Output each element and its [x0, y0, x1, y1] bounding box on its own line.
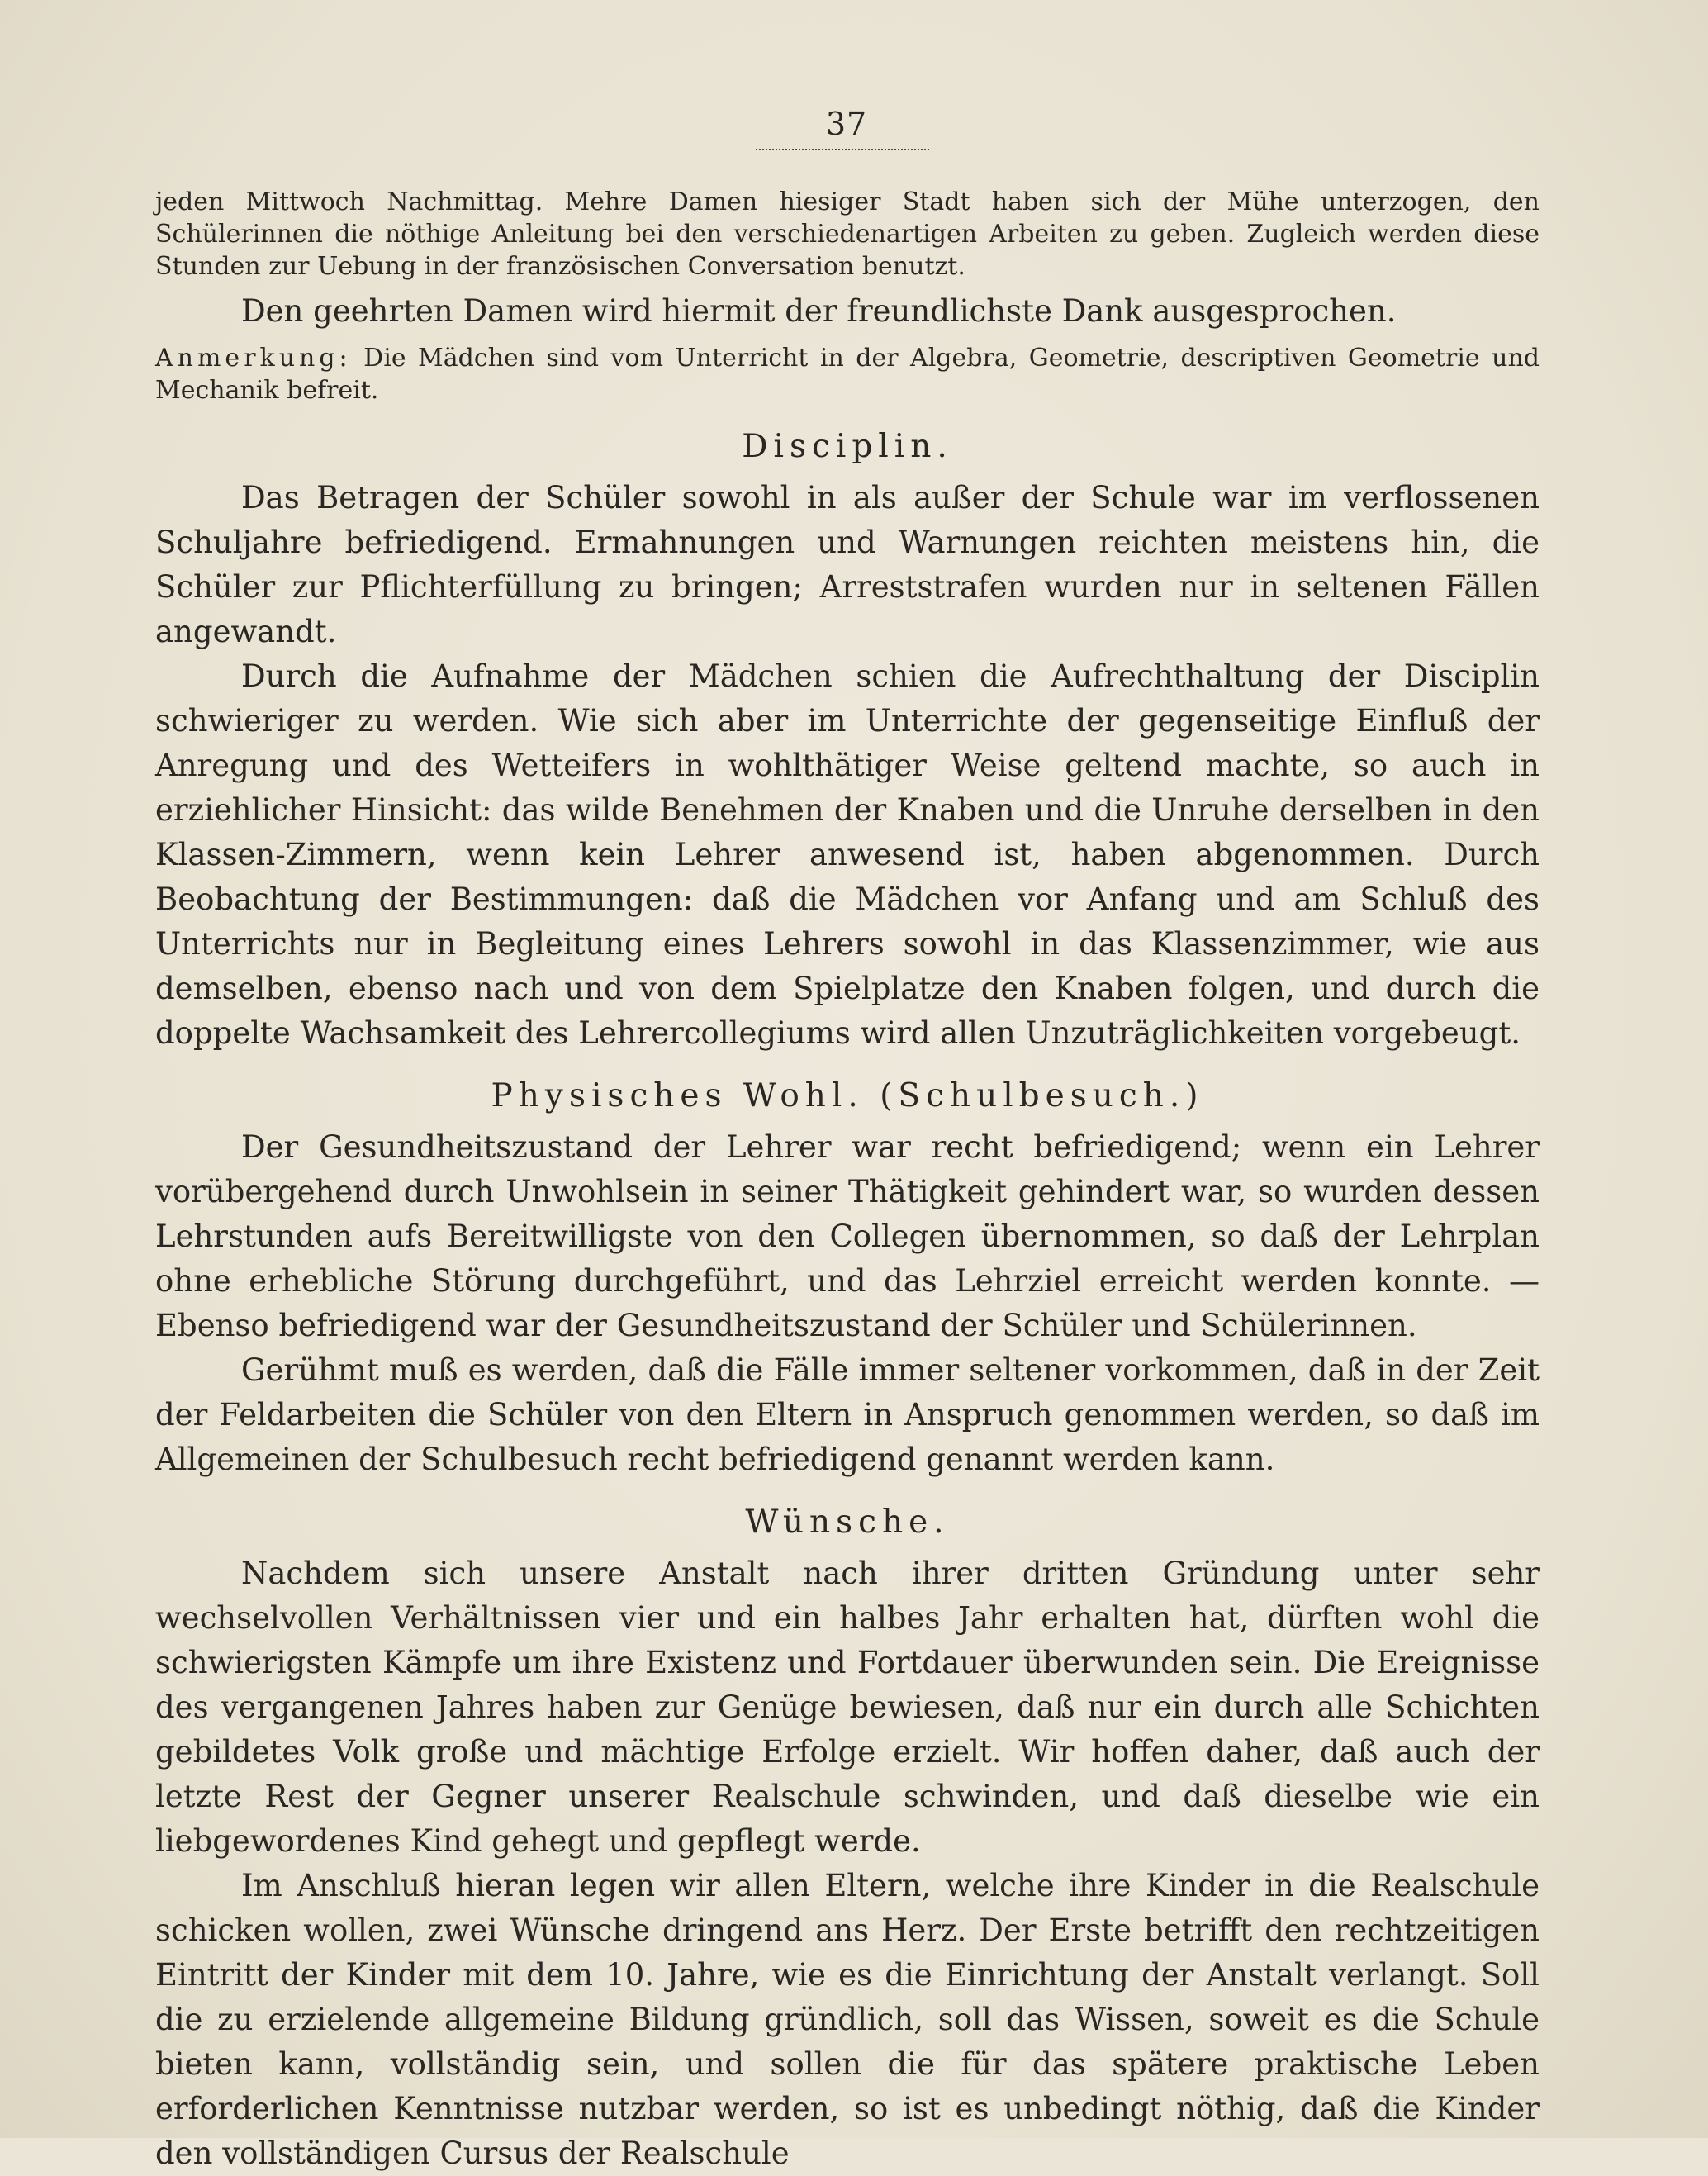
page-content: [155, 186, 1540, 2176]
body-paragraph: Gerühmt muß es werden, daß die Fälle immer seltener vorkommen, daß in der Zeit der Feldarbeiten die Schüler von den Eltern in Anspruch genommen werden, so daß im Allgemeinen der Schulbesuch recht befriedigend genannt werden kann.: [155, 1352, 1540, 1477]
section-heading: Disciplin.: [742, 428, 953, 465]
intro-paragraph: jeden Mittwoch Nachmittag. Mehre Damen hiesiger Stadt haben sich der Mühe unterzogen, den Schülerinnen die nöthige Anleitung bei den verschiedenartigen Arbeiten zu geben. Zugleich werden diese Stunden zur Uebung in der französischen Conversation benutzt.: [155, 188, 1540, 281]
note-paragraph: [155, 342, 1540, 406]
body-paragraph: Der Gesundheitszustand der Lehrer war recht befriedigend; wenn ein Lehrer vorübergehend durch Unwohlsein in seiner Thätigkeit gehindert war, so wurden dessen Lehrstunden aufs Bereitwilligste von den Collegen übernommen, so daß der Lehrplan ohne erhebliche Störung durchgeführt, und das Lehrziel erreicht werden konnte. — Ebenso befriedigend war der Gesundheitszustand der Schüler und Schülerinnen.: [155, 1129, 1540, 1343]
note-label: Anmerkung:: [155, 344, 352, 373]
section-discipline: [155, 425, 1540, 1056]
thanks-paragraph: Den geehrten Damen wird hiermit der freundlichste Dank ausgesprochen.: [241, 293, 1397, 329]
section-heading: Wünsche.: [745, 1504, 950, 1541]
body-paragraph: Durch die Aufnahme der Mädchen schien die Aufrechthaltung der Disciplin schwieriger zu werden. Wie sich aber im Unterrichte der gegenseitige Einfluß der Anregung und des Wetteifers in wohlthätiger Weise geltend machte, so auch in erziehlicher Hinsicht: das wilde Benehmen der Knaben und die Unruhe derselben in den Klassen-Zimmern, wenn kein Lehrer anwesend ist, haben abgenommen. Durch Beobachtung der Bestimmungen: daß die Mädchen vor Anfang und am Schluß des Unterrichts nur in Begleitung eines Lehrers sowohl in das Klassenzimmer, wie aus demselben, ebenso nach und von dem Spielplatze den Knaben folgen, und durch die doppelte Wachsamkeit des Lehrercollegiums wird allen Unzuträglichkeiten vorgebeugt.: [155, 658, 1540, 1051]
body-paragraph: Nachdem sich unsere Anstalt nach ihrer dritten Gründung unter sehr wechselvollen Verhältnissen vier und ein halbes Jahr erhalten hat, dürften wohl die schwierigsten Kämpfe um ihre Existenz und Fortdauer überwunden sein. Die Ereignisse des vergangenen Jahres haben zur Genüge bewiesen, daß nur ein durch alle Schichten gebildetes Volk große und mächtige Erfolge erzielt. Wir hoffen daher, daß auch der letzte Rest der Gegner unserer Realschule schwinden, und daß dieselbe wie ein liebgewordenes Kind gehegt und gepflegt werde.: [155, 1556, 1540, 1859]
body-paragraph: Im Anschluß hieran legen wir allen Eltern, welche ihre Kinder in die Realschule schicken wollen, zwei Wünsche dringend ans Herz. Der Erste betrifft den rechtzeitigen Eintritt der Kinder mit dem 10. Jahre, wie es die Einrichtung der Anstalt verlangt. Soll die zu erzielende allgemeine Bildung gründlich, soll das Wissen, soweit es die Schule bieten kann, vollständig sein, und sollen die für das spätere praktische Leben erforderlichen Kenntnisse nutzbar werden, so ist es unbedingt nöthig, daß die Kinder den vollständigen Cursus der Realschule: [155, 1868, 1540, 2171]
header-rule: [756, 149, 929, 150]
note-text: Die Mädchen sind vom Unterricht in der Algebra, Geometrie, descriptiven Geometrie und Mechanik befreit.: [155, 344, 1540, 405]
section-heading: Physisches Wohl. (Schulbesuch.): [491, 1077, 1204, 1114]
page-number: 37: [825, 106, 868, 142]
body-paragraph: Das Betragen der Schüler sowohl in als außer der Schule war im verflossenen Schuljahre befriedigend. Ermahnungen und Warnungen reichten meistens hin, die Schüler zur Pflichterfüllung zu bringen; Arreststrafen wurden nur in seltenen Fällen angewandt.: [155, 480, 1540, 649]
section-physical-wellbeing: [155, 1074, 1540, 1482]
section-wishes: [155, 1500, 1540, 2176]
